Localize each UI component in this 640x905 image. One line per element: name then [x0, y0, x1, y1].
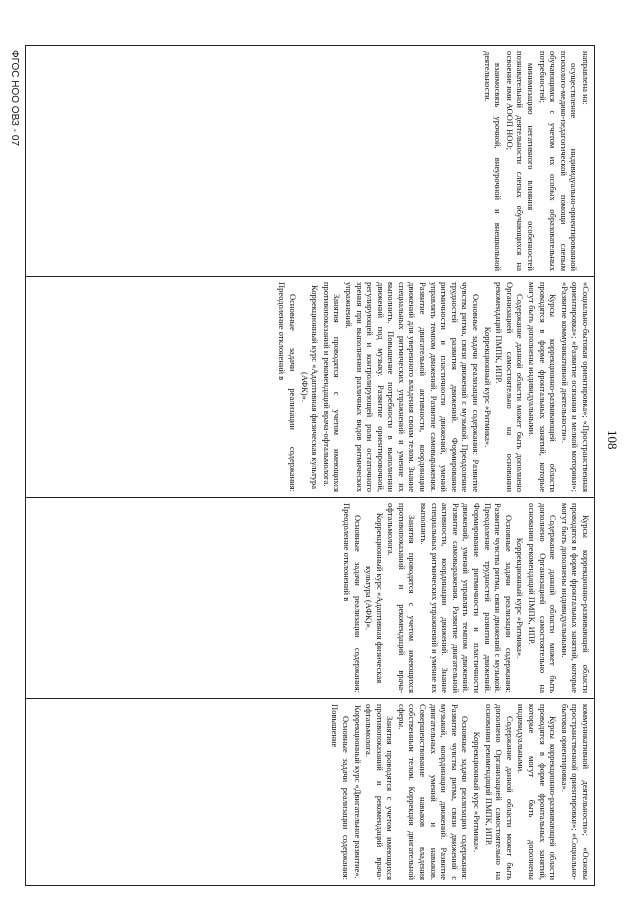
cell-course-title: Коррекционный курс «Ритмика». [472, 731, 483, 853]
cell-paragraph: Основные задачи реализации содержания: Преодоление отклонений в [277, 282, 298, 492]
table-cell-a [26, 498, 595, 699]
footer-document-code: ФГОС НОО ОВЗ - 07 [9, 50, 20, 146]
cell-course-title: Коррекционный курс «Адаптивная физическая культура (АФК)». [299, 284, 321, 490]
page-number: 108 [605, 430, 620, 450]
cell-paragraph: Основные задачи реализации содержания: Развитие чувства ритма, связи движений с музыкой. Преодоление трудностей развития движений. Формирование ритмичности и пластичности движений, умений управлять темпом движений. Развитие самовыражения. Развитие двигательной активности, координации движений. Знание специальных ритмических упражнений и умение их выполнить. [419, 503, 514, 693]
cell-course-title: Коррекционный курс «Двигательное развитие». [352, 705, 363, 879]
cell-course-title: Коррекционный курс «Ритмика». [515, 537, 526, 659]
cell-paragraph: Курсы коррекционно-развивающей области проводятся в форме фронтальных занятий, которые могут быть дополнены индивидуальными. [527, 282, 559, 492]
cell-paragraph: минимизацию негативного влияния особенностей познавательной деятельности слепых обучающихся на освоение ими АООП НОО; [504, 51, 537, 271]
cell-paragraph: осуществление индивидуально-ориентированной психолого-медико-педагогической помощи слепым обучающимся с учетом их особых образовательных потребностей; [537, 51, 580, 271]
cell-paragraph: взаимосвязь урочной, внеурочной и внешкольной деятельности. [482, 51, 504, 271]
cell-paragraph: Основные задачи реализации содержания: Повышение [330, 704, 351, 880]
document-table [25, 45, 595, 886]
table-cell-mid [26, 277, 595, 498]
cell-paragraph: «Социально-бытовая ориентировка»; «Пространственная ориентировка»; «Развитие осязания и мелкой моторики»; «Развитие коммуникативной деятельности». [559, 282, 591, 492]
cell-course-title: Коррекционный курс «Ритмика». [482, 326, 493, 448]
cell-paragraph: Основные задачи реализации содержания: Преодоление отклонений в [341, 503, 363, 693]
cell-paragraph: Содержание данной области может быть дополнено Организацией самостоятельно на основании рекомендаций ПМПК, ИПР. [483, 704, 515, 880]
table-cell-left [26, 46, 595, 277]
cell-paragraph: Основные задачи реализации содержания: Развитие чувства ритма, связи движений с музыкой, координации движений. Развитие двигательных умений и навыков. Совершенствование навыков владения собственным телом. Коррекция двигательной сферы. [396, 704, 471, 880]
cell-paragraph: Занятия проводятся с учетом имеющихся противопоказаний и рекомендаций врача-офтальмолога. [364, 704, 396, 880]
cell-paragraph: Содержание данной области может быть дополнено Организацией самостоятельно на основании рекомендаций ПМПК, ИПР. [527, 503, 559, 693]
cell-paragraph: Курсы коррекционно-развивающей области проводятся в форме фронтальных занятий, которые могут быть дополнены индивидуальными. [516, 704, 559, 880]
cell-paragraph: Занятия проводятся с учетом имеющихся противопоказаний и рекомендаций врача-офтальмолога. [386, 503, 418, 693]
cell-paragraph: Основные задачи реализации содержания: Развитие чувства ритма, связи движений с музыкой. Преодоление трудностей развития движений. Формирование ритмичности и пластичности движений, умений управлять темпом движений. Развитие самовыражения. Развитие двигательной активности, координации движений для уверенного владения своим телом. Знание специальных ритмических упражнений и умение их выполнить. Повышение потребности в выполнении движений под музыку. Развитие ориентировочной, регулирующей и контролирующей роли остаточного зрения при выполнении различных видов ритмических упражнений. [343, 282, 482, 492]
cell-paragraph: коммуникативной деятельности»; «Основы пространственной ориентировки»; «Социально-бытовая ориентировка». [559, 704, 591, 880]
cell-course-title: Коррекционный курс «Адаптивная физическая культура (АФК)». [364, 512, 385, 684]
table-row [26, 46, 595, 886]
cell-paragraph: Занятия проводятся с учетом имеющихся противопоказаний и рекомендаций врача-офтальмолога. [321, 282, 343, 492]
cell-paragraph: Курсы коррекционно-развивающей области проводятся в форме фронтальных занятий, которые могут быть дополнены индивидуальными. [559, 503, 591, 693]
table-cell-b [26, 699, 595, 886]
cell-paragraph: Содержание данной области может быть дополнено Организацией самостоятельно на основании рекомендаций ПМПК, ИПР. [494, 282, 526, 492]
cell-paragraph: направлена на: [581, 51, 591, 105]
